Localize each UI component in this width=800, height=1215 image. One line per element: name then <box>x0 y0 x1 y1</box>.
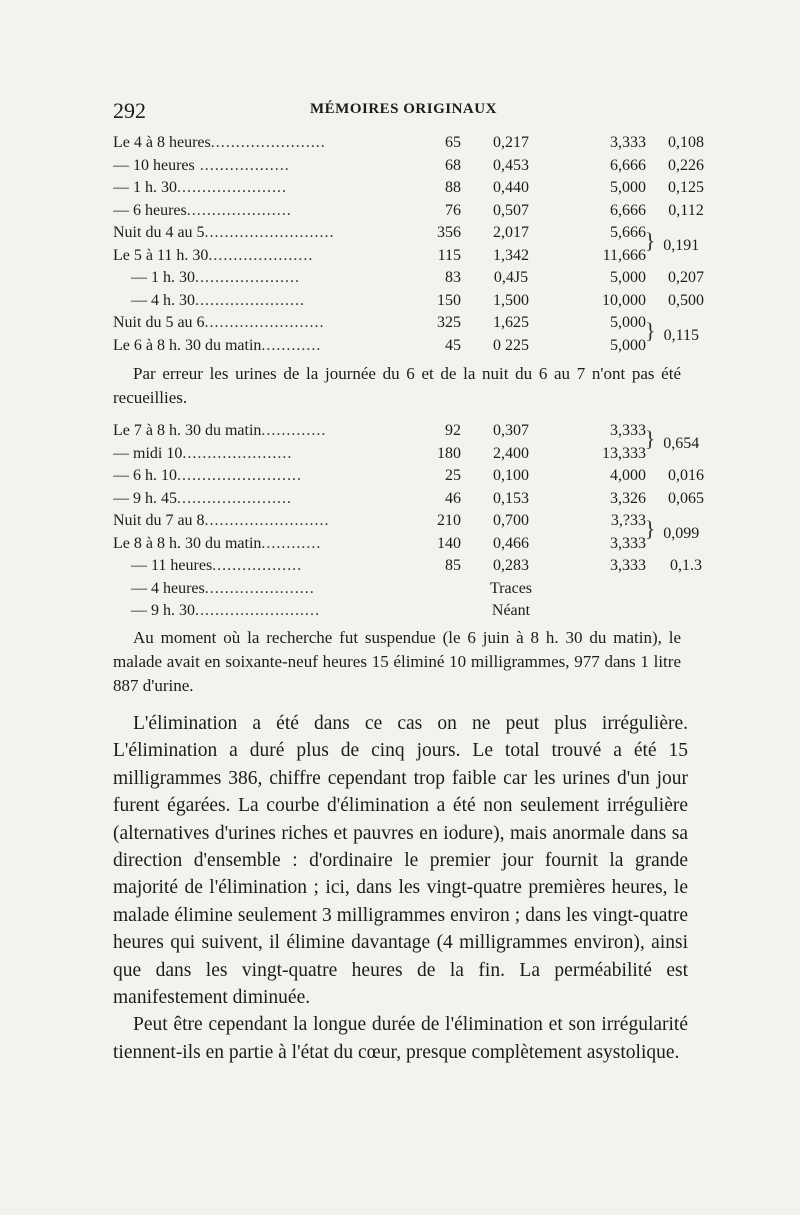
cell-volume: 65 <box>445 134 461 151</box>
row-label: Nuit du 5 au 6 <box>113 314 205 331</box>
cell-volume <box>401 578 461 601</box>
cell-concentration: 5,000 <box>610 179 646 196</box>
paragraph: Peut être cependant la longue durée de l'élimination et son irrégularité tiennent-ils en partie à l'état du cœur, presque complètement asystolique. <box>113 1014 688 1063</box>
cell-iodure: 0,507 <box>493 201 529 219</box>
cell-rate-combined: } 0,099 <box>644 515 700 542</box>
table-row: Le 4 à 8 heures....................... 65 0,217 3,333 0,108 <box>113 132 726 155</box>
cell-volume: 83 <box>445 269 461 286</box>
row-label: — 10 heures <box>113 156 195 174</box>
cell-rate: 0,500 <box>668 291 704 309</box>
cell-concentration: 5,000 <box>610 269 646 286</box>
cell-iodure: 0,217 <box>493 134 529 151</box>
row-label: — 11 heures <box>131 557 213 574</box>
cell-iodure: Néant <box>491 602 531 619</box>
row-label: Le 5 à 11 h. 30 <box>113 246 209 264</box>
note-summary: Au moment où la recherche fut suspendue (le 6 juin à 8 h. 30 du matin), le malade avait en soixante-neuf heures 15 éliminé 10 milligrammes, 977 dans 1 litre 887 d'urine. <box>113 628 681 695</box>
cell-iodure: 2,400 <box>493 444 529 462</box>
cell-concentration: 5,000 <box>610 336 646 354</box>
elimination-table-2 <box>113 420 726 623</box>
cell-concentration: 6,666 <box>610 201 646 219</box>
table-row: — 4 heures...................... Traces <box>113 578 726 601</box>
cell-volume: 88 <box>445 179 461 196</box>
row-label: — 4 heures <box>131 579 205 597</box>
table-row: Le 7 à 8 h. 30 du matin............. 92 0,307 3,333 } 0,654 <box>113 420 726 443</box>
cell-rate: 0,108 <box>668 134 704 151</box>
table-row: — midi 10...................... 180 2,400 13,333 <box>113 443 726 466</box>
cell-concentration: 3,333 <box>610 557 646 574</box>
cell-volume: 180 <box>437 444 461 462</box>
cell-iodure: 0 225 <box>493 336 529 354</box>
row-label: — 9 h. 45 <box>113 489 177 507</box>
table-row: Le 8 à 8 h. 30 du matin............ 140 0,466 3,333 <box>113 533 726 556</box>
row-label: Le 8 à 8 h. 30 du matin <box>113 534 262 552</box>
cell-iodure: 1,342 <box>493 246 529 264</box>
cell-concentration: 11,666 <box>602 246 646 264</box>
table-row: Nuit du 7 au 8......................... 210 0,700 3,?33 } 0,099 <box>113 510 726 533</box>
cell-iodure: 0,153 <box>493 489 529 507</box>
cell-concentration: 3,333 <box>610 134 646 151</box>
table-row: — 9 h. 30......................... Néant <box>113 600 726 623</box>
cell-iodure: Traces <box>489 579 533 597</box>
cell-volume: 115 <box>437 246 461 264</box>
table-row: — 6 heures..................... 76 0,507 6,666 0,112 <box>113 200 726 223</box>
paragraph: L'élimination a été dans ce cas on ne peut plus irrégulière. L'élimination a duré plus de cinq jours. Le total trouvé a été 15 milligrammes 386, chiffre cependant trop faible car les urines d'un jour furent égarées. La courbe d'élimination a été non seulement irrégulière (alternatives d'urines riches et pauvres en iodure), mais anormale dans sa direction d'ensemble : d'ordinaire le premier jour fournit la grande majorité de l'élimination ; ici, dans les vingt-quatre premières heures, le malade élimine seulement 3 milligrammes environ ; dans les vingt-quatre heures qui suivent, il élimine davantage (4 milligrammes environ), ainsi que dans les vingt-quatre heures de la fin. La perméabilité est manifestement diminuée. <box>113 713 688 1009</box>
cell-iodure: 0,466 <box>493 534 529 552</box>
table-row: Le 5 à 11 h. 30..................... 115 1,342 11,666 <box>113 245 726 268</box>
cell-volume: 325 <box>437 314 461 331</box>
cell-concentration: 6,666 <box>610 156 646 174</box>
body-text <box>113 710 688 1066</box>
cell-volume: 68 <box>445 156 461 174</box>
cell-rate: 0,065 <box>668 489 704 507</box>
cell-volume <box>401 600 461 623</box>
cell-concentration: 5,000 <box>610 314 646 331</box>
cell-iodure: 0,453 <box>493 156 529 174</box>
cell-rate: 0,016 <box>668 467 704 484</box>
cell-rate: 0,226 <box>668 156 704 174</box>
row-label: — 1 h. 30 <box>131 269 195 286</box>
row-label: — 6 heures <box>113 201 187 219</box>
row-label: Le 7 à 8 h. 30 du matin <box>113 422 262 439</box>
note-missing-urine: Par erreur les urines de la journée du 6 et de la nuit du 6 au 7 n'ont pas été recueillies. <box>113 364 681 407</box>
cell-rate: 0,125 <box>668 179 704 196</box>
cell-volume: 140 <box>437 534 461 552</box>
cell-concentration: 3,?33 <box>610 512 646 529</box>
table-row: — 10 heures .................. 68 0,453 6,666 0,226 <box>113 155 726 178</box>
cell-concentration: 10,000 <box>602 291 646 309</box>
row-label: — 1 h. 30 <box>113 179 177 196</box>
cell-iodure: 0,307 <box>493 422 529 439</box>
cell-concentration: 3,333 <box>610 422 646 439</box>
row-label: — midi 10 <box>113 444 183 462</box>
cell-rate: 0,112 <box>668 201 704 219</box>
running-title: MÉMOIRES ORIGINAUX <box>310 101 497 117</box>
table-row: — 4 h. 30...................... 150 1,500 10,000 0,500 <box>113 290 726 313</box>
table-row: — 9 h. 45....................... 46 0,153 3,326 0,065 <box>113 488 726 511</box>
cell-concentration <box>561 600 646 623</box>
cell-iodure: 0,100 <box>493 467 529 484</box>
row-label: — 4 h. 30 <box>131 291 195 309</box>
table-row: — 11 heures.................. 85 0,283 3,333 0,1.3 <box>113 555 726 578</box>
row-label: — 9 h. 30 <box>131 602 195 619</box>
cell-volume: 150 <box>437 291 461 309</box>
page-number: 292 <box>113 98 146 123</box>
cell-concentration: 3,333 <box>610 534 646 552</box>
cell-volume: 85 <box>445 557 461 574</box>
table-row: Le 6 à 8 h. 30 du matin............ 45 0 225 5,000 <box>113 335 726 358</box>
row-label: Le 6 à 8 h. 30 du matin <box>113 336 262 354</box>
cell-iodure: 0,283 <box>493 557 529 574</box>
cell-volume: 46 <box>445 489 461 507</box>
cell-volume: 76 <box>445 201 461 219</box>
cell-concentration: 3,326 <box>610 489 646 507</box>
cell-rate-combined: } 0,115 <box>645 317 699 344</box>
row-label: Nuit du 7 au 8 <box>113 512 205 529</box>
cell-volume: 356 <box>437 224 461 241</box>
row-label: — 6 h. 10 <box>113 467 177 484</box>
table-row: Nuit du 4 au 5.......................... 356 2,017 5,666 } 0,191 <box>113 222 726 245</box>
row-label: Nuit du 4 au 5 <box>113 224 205 241</box>
cell-iodure: 1,500 <box>493 291 529 309</box>
cell-volume: 210 <box>437 512 461 529</box>
row-label: Le 4 à 8 heures <box>113 134 211 151</box>
cell-rate <box>646 578 726 601</box>
cell-concentration: 4,000 <box>610 467 646 484</box>
cell-rate <box>646 600 726 623</box>
cell-rate-combined: } 0,191 <box>644 227 700 254</box>
cell-iodure: 1,625 <box>493 314 529 331</box>
cell-concentration: 13,333 <box>602 444 646 462</box>
cell-volume: 45 <box>445 336 461 354</box>
table-row: — 1 h. 30...................... 88 0,440 5,000 0,125 <box>113 177 726 200</box>
cell-rate-combined: } 0,654 <box>644 425 700 452</box>
table-row: Nuit du 5 au 6........................ 325 1,625 5,000 } 0,115 <box>113 312 726 335</box>
cell-concentration <box>561 578 646 601</box>
cell-iodure: 2,017 <box>493 224 529 241</box>
cell-concentration: 5,666 <box>610 224 646 241</box>
cell-iodure: 0,700 <box>493 512 529 529</box>
table-row: — 6 h. 10......................... 25 0,100 4,000 0,016 <box>113 465 726 488</box>
cell-volume: 25 <box>445 467 461 484</box>
elimination-table-1 <box>113 132 726 357</box>
cell-rate: 0,1.3 <box>670 557 702 574</box>
cell-iodure: 0,440 <box>493 179 529 196</box>
cell-volume: 92 <box>445 422 461 439</box>
cell-rate: 0,207 <box>668 269 704 286</box>
table-row: — 1 h. 30..................... 83 0,4J5 5,000 0,207 <box>113 267 726 290</box>
cell-iodure: 0,4J5 <box>493 269 529 286</box>
